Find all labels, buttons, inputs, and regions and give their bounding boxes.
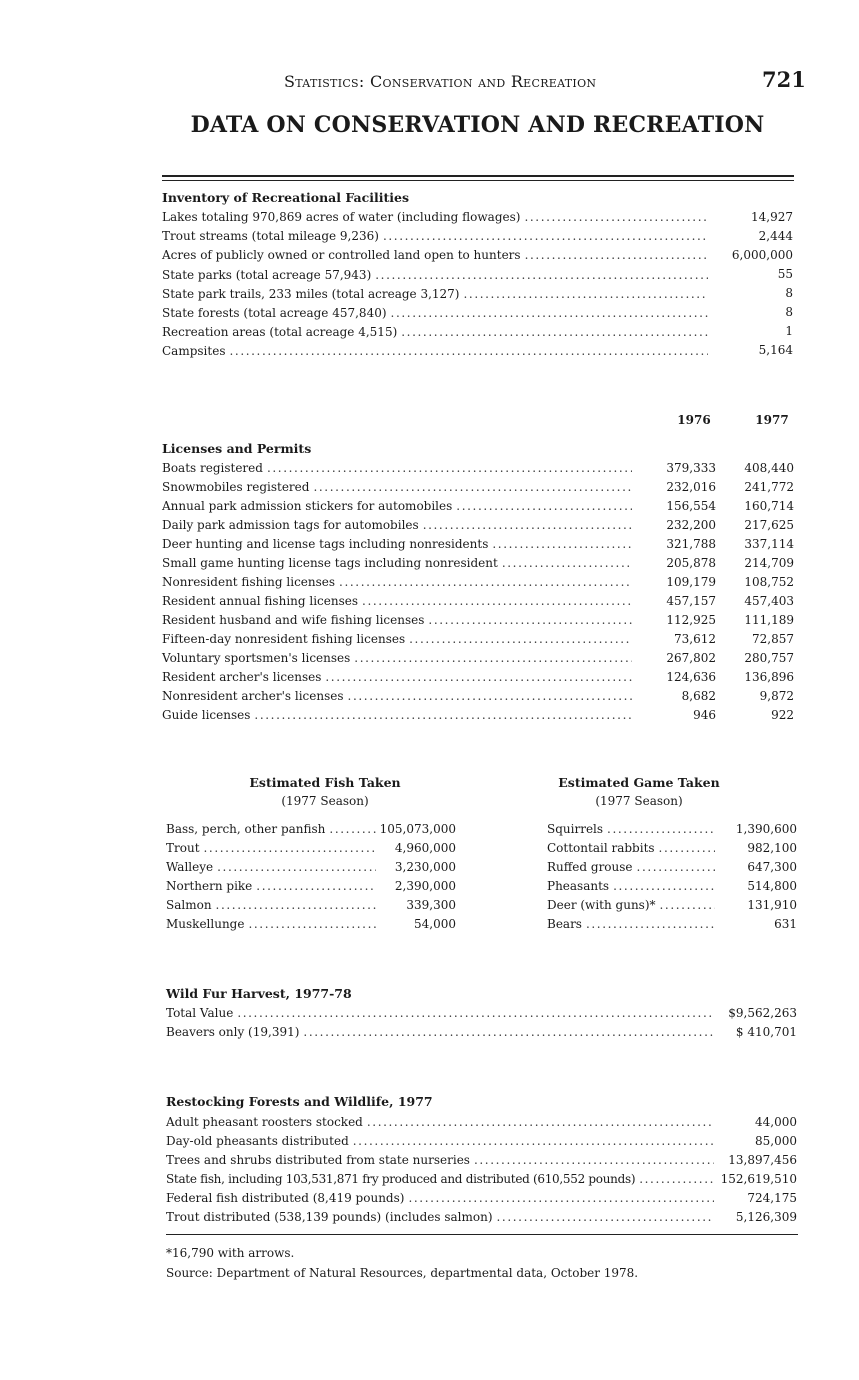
row-value: 105,073,000 [379, 822, 456, 836]
value-1976: 946 [693, 708, 716, 722]
column-header-1976: 1976 [677, 413, 711, 427]
top-rule [162, 175, 794, 177]
row-label: Nonresident fishing licenses [162, 575, 336, 589]
row-label: Total Value [166, 1006, 234, 1020]
table-row [162, 533, 636, 552]
row-label: Squirrels [547, 822, 604, 836]
row-value: $9,562,263 [728, 1006, 797, 1020]
row-value: 55 [777, 267, 793, 281]
value-1977: 457,403 [744, 594, 794, 608]
row-label: Resident archer's licenses [162, 670, 322, 684]
leader-dots [408, 1190, 714, 1206]
table-row [166, 894, 380, 913]
value-1977: 160,714 [744, 499, 794, 513]
leader-dots [586, 916, 715, 932]
leader-dots [502, 555, 632, 571]
leader-dots [329, 821, 376, 837]
table-row [162, 514, 636, 533]
leader-dots [325, 669, 632, 685]
table-row [166, 1149, 718, 1168]
table-row [547, 856, 719, 875]
leader-dots [237, 1005, 714, 1021]
row-value: $ 410,701 [735, 1025, 797, 1039]
table-row [162, 495, 636, 514]
row-label: Adult pheasant roosters stocked [166, 1115, 363, 1129]
value-1977: 136,896 [744, 670, 794, 684]
table-row [162, 283, 712, 302]
row-label: Resident husband and wife fishing licenses [162, 613, 425, 627]
game-season: (1977 Season) [595, 794, 683, 808]
table-row [547, 913, 719, 932]
row-label: State forests (total acreage 457,840) [162, 306, 387, 320]
row-label: Cottontail rabbits [547, 841, 655, 855]
value-1976: 8,682 [681, 689, 716, 703]
table-row [162, 321, 712, 340]
row-label: Trout [166, 841, 200, 855]
value-1977: 241,772 [744, 480, 794, 494]
table-row [547, 894, 719, 913]
leader-dots [303, 1024, 714, 1040]
table-row [166, 818, 380, 837]
table-row [162, 609, 636, 628]
row-label: Salmon [166, 898, 212, 912]
restocking-title: Restocking Forests and Wildlife, 1977 [166, 1094, 433, 1109]
row-value: 8 [785, 286, 793, 300]
row-label: Bass, perch, other panfish [166, 822, 326, 836]
row-label: Boats registered [162, 461, 263, 475]
leader-dots [339, 574, 632, 590]
table-row [162, 628, 636, 647]
table-row [162, 340, 712, 359]
row-value: 631 [774, 917, 797, 931]
row-value: 131,910 [747, 898, 797, 912]
row-label: Beavers only (19,391) [166, 1025, 300, 1039]
table-row [162, 647, 636, 666]
row-label: Snowmobiles registered [162, 480, 310, 494]
table-row [166, 1111, 718, 1130]
row-label: Trees and shrubs distributed from state nurseries [166, 1153, 470, 1167]
row-value: 724,175 [747, 1191, 797, 1205]
leader-dots [639, 1171, 714, 1187]
table-row [166, 1002, 718, 1021]
table-row [162, 571, 636, 590]
value-1976: 73,612 [674, 632, 716, 646]
table-row [166, 875, 380, 894]
table-row [166, 1168, 718, 1187]
row-label: Resident annual fishing licenses [162, 594, 359, 608]
leader-dots [463, 286, 708, 302]
row-label: Muskellunge [166, 917, 245, 931]
value-1976: 205,878 [666, 556, 716, 570]
row-value: 6,000,000 [731, 248, 793, 262]
row-value: 14,927 [751, 210, 793, 224]
leader-dots [216, 897, 376, 913]
leader-dots [613, 878, 715, 894]
row-value: 44,000 [755, 1115, 797, 1129]
value-1976: 379,333 [666, 461, 716, 475]
row-label: Voluntary sportsmen's licenses [162, 651, 351, 665]
table-row [166, 1206, 718, 1225]
leader-dots [353, 1133, 714, 1149]
bottom-rule [166, 1234, 798, 1235]
row-label: Guide licenses [162, 708, 251, 722]
leader-dots [456, 498, 632, 514]
row-value: 2,444 [758, 229, 793, 243]
row-value: 5,126,309 [735, 1210, 797, 1224]
row-label: Campsites [162, 344, 226, 358]
row-value: 647,300 [747, 860, 797, 874]
leader-dots [637, 859, 715, 875]
table-row [162, 225, 712, 244]
row-value: 1 [785, 324, 793, 338]
row-label: Acres of publicly owned or controlled land open to hunters [162, 248, 521, 262]
inventory-title: Inventory of Recreational Facilities [162, 190, 410, 205]
row-label: Small game hunting license tags including nonresident [162, 556, 498, 570]
row-label: Fifteen-day nonresident fishing licenses [162, 632, 406, 646]
leader-dots [659, 840, 715, 856]
value-1976: 156,554 [666, 499, 716, 513]
value-1976: 124,636 [666, 670, 716, 684]
table-row [162, 476, 636, 495]
row-value: 2,390,000 [394, 879, 456, 893]
row-value: 4,960,000 [394, 841, 456, 855]
leader-dots [524, 209, 708, 225]
leader-dots [423, 517, 632, 533]
table-row [162, 302, 712, 321]
value-1977: 280,757 [744, 651, 794, 665]
row-label: State parks (total acreage 57,943) [162, 268, 372, 282]
row-value: 982,100 [747, 841, 797, 855]
row-label: Trout streams (total mileage 9,236) [162, 229, 379, 243]
leader-dots [428, 612, 632, 628]
table-row [166, 856, 380, 875]
leader-dots [313, 479, 632, 495]
source-note: Source: Department of Natural Resources, departmental data, October 1978. [166, 1266, 639, 1280]
value-1976: 112,925 [666, 613, 716, 627]
table-row [166, 1021, 718, 1040]
leader-dots [362, 593, 632, 609]
leader-dots [256, 878, 376, 894]
row-label: Day-old pheasants distributed [166, 1134, 349, 1148]
table-row [162, 666, 636, 685]
leader-dots [217, 859, 376, 875]
game-title: Estimated Game Taken [558, 775, 720, 790]
leader-dots [409, 631, 632, 647]
value-1977: 337,114 [744, 537, 794, 551]
row-value: 54,000 [414, 917, 456, 931]
table-row [162, 244, 712, 263]
row-label: Bears [547, 917, 582, 931]
row-label: Nonresident archer's licenses [162, 689, 344, 703]
value-1977: 214,709 [744, 556, 794, 570]
table-row [162, 264, 712, 283]
row-value: 5,164 [758, 343, 793, 357]
running-head-topic: Conservation and Recreation [369, 72, 597, 91]
table-row [547, 837, 719, 856]
value-1977: 922 [771, 708, 794, 722]
row-label: Deer hunting and license tags including nonresidents [162, 537, 489, 551]
value-1976: 321,788 [666, 537, 716, 551]
leader-dots [354, 650, 632, 666]
leader-dots [525, 247, 708, 263]
value-1977: 408,440 [744, 461, 794, 475]
row-label: State park trails, 233 miles (total acreage 3,127) [162, 287, 460, 301]
leader-dots [229, 343, 708, 359]
row-label: Trout distributed (538,139 pounds) (includes salmon) [166, 1210, 493, 1224]
row-value: 1,390,600 [735, 822, 797, 836]
row-label: Lakes totaling 970,869 acres of water (including flowages) [162, 210, 521, 224]
running-head-prefix: Statistics: [284, 72, 370, 91]
value-1976: 457,157 [666, 594, 716, 608]
leader-dots [375, 267, 708, 283]
table-row [162, 206, 712, 225]
leader-dots [204, 840, 376, 856]
value-1976: 109,179 [666, 575, 716, 589]
leader-dots [367, 1114, 714, 1130]
leader-dots [401, 324, 708, 340]
table-row [162, 457, 636, 476]
leader-dots [492, 536, 632, 552]
value-1977: 217,625 [744, 518, 794, 532]
value-1976: 232,016 [666, 480, 716, 494]
value-1976: 267,802 [666, 651, 716, 665]
leader-dots [254, 707, 632, 723]
leader-dots [348, 688, 632, 704]
row-value: 13,897,456 [728, 1153, 797, 1167]
row-label: Daily park admission tags for automobiles [162, 518, 419, 532]
leader-dots [474, 1152, 714, 1168]
table-row [166, 913, 380, 932]
row-label: Federal fish distributed (8,419 pounds) [166, 1191, 405, 1205]
running-head [284, 72, 596, 91]
leader-dots [391, 305, 708, 321]
table-row [166, 837, 380, 856]
value-1977: 108,752 [744, 575, 794, 589]
leader-dots [607, 821, 715, 837]
value-1976: 232,200 [666, 518, 716, 532]
leader-dots [248, 916, 376, 932]
leader-dots [660, 897, 715, 913]
row-value: 514,800 [747, 879, 797, 893]
licenses-title: Licenses and Permits [162, 441, 312, 456]
row-label: Recreation areas (total acreage 4,515) [162, 325, 398, 339]
table-row [547, 875, 719, 894]
fur-title: Wild Fur Harvest, 1977-78 [166, 986, 352, 1001]
row-value: 152,619,510 [720, 1172, 797, 1186]
leader-dots [497, 1209, 714, 1225]
row-label: Ruffed grouse [547, 860, 633, 874]
row-label: Northern pike [166, 879, 253, 893]
row-label: Walleye [166, 860, 214, 874]
table-row [162, 552, 636, 571]
row-label: Annual park admission stickers for automobiles [162, 499, 453, 513]
value-1977: 111,189 [744, 613, 794, 627]
footnote-asterisk: *16,790 with arrows. [166, 1246, 295, 1260]
table-row [162, 685, 636, 704]
table-row [162, 590, 636, 609]
table-row [166, 1187, 718, 1206]
table-row [547, 818, 719, 837]
row-label: Pheasants [547, 879, 610, 893]
row-value: 8 [785, 305, 793, 319]
row-value: 85,000 [755, 1134, 797, 1148]
fish-title: Estimated Fish Taken [249, 775, 401, 790]
value-1977: 72,857 [752, 632, 794, 646]
column-header-1977: 1977 [755, 413, 789, 427]
row-value: 339,300 [406, 898, 456, 912]
row-label: State fish, including 103,531,871 fry produced and distributed (610,552 pounds) [166, 1172, 636, 1186]
table-row [162, 704, 636, 723]
leader-dots [383, 228, 708, 244]
value-1977: 9,872 [759, 689, 794, 703]
page-number: 721 [762, 67, 806, 92]
top-rule-secondary [162, 180, 794, 181]
leader-dots [267, 460, 632, 476]
fish-season: (1977 Season) [281, 794, 369, 808]
page-title: DATA ON CONSERVATION AND RECREATION [190, 112, 765, 138]
table-row [166, 1130, 718, 1149]
row-label: Deer (with guns)* [547, 898, 656, 912]
row-value: 3,230,000 [394, 860, 456, 874]
